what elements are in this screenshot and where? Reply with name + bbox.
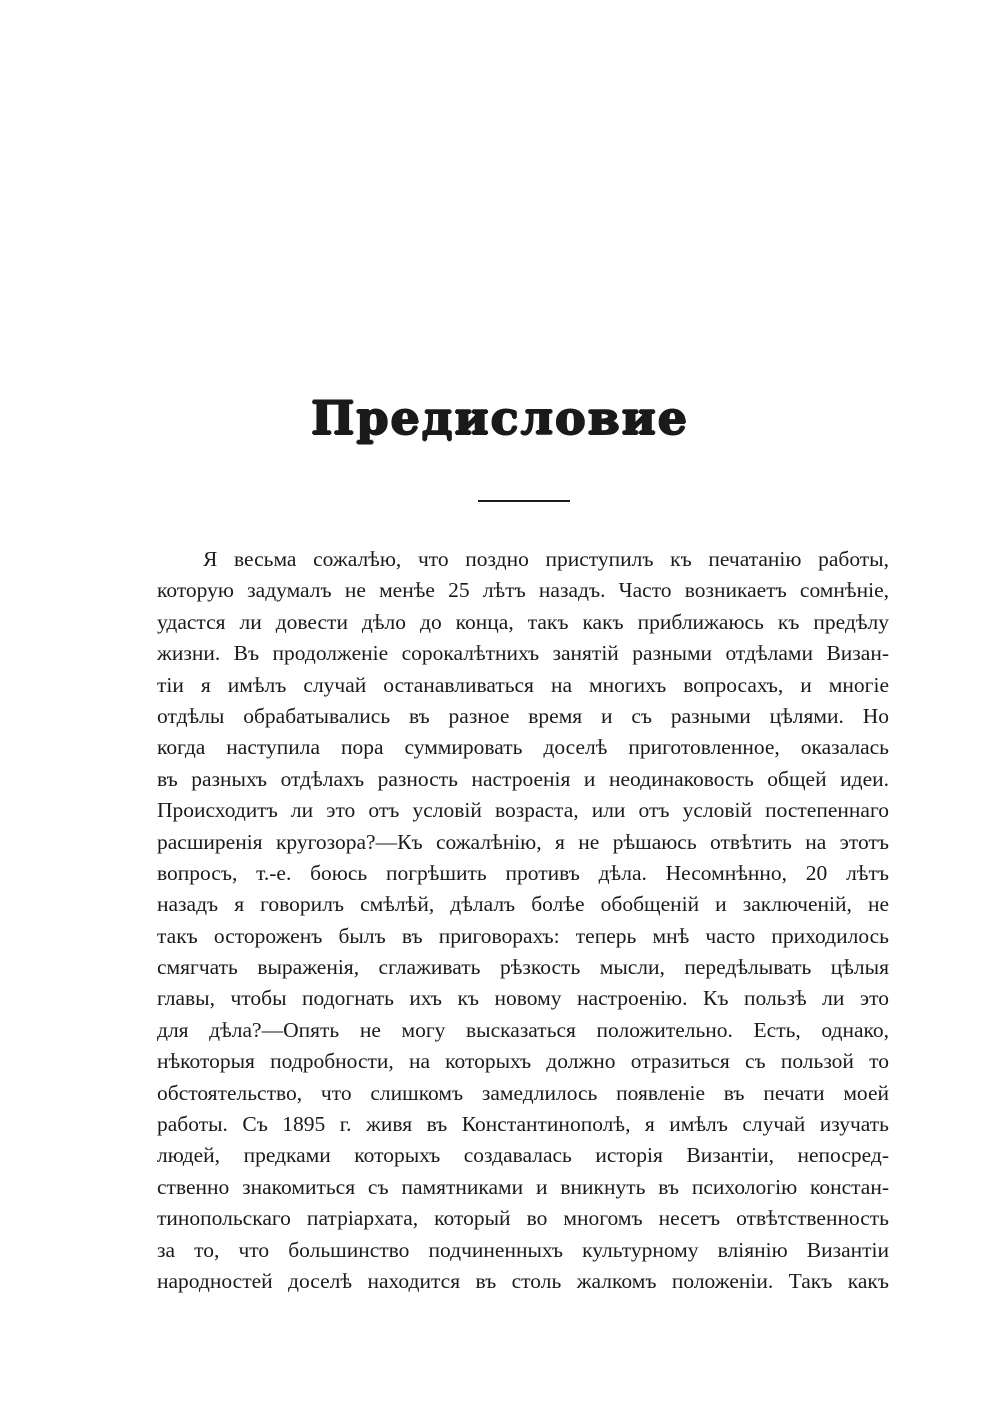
paragraph-line: назадъ я говорилъ смѣлѣй, дѣлалъ болѣе обобщеній и заключеній, не bbox=[157, 892, 889, 917]
paragraph-line: такъ остороженъ былъ въ приговорахъ: теперь мнѣ часто приходилось bbox=[157, 923, 889, 948]
paragraph-line: обстоятельство, что слишкомъ замедлилось появленіе въ печати моей bbox=[157, 1080, 889, 1105]
paragraph-line: людей, предками которыхъ создавалась исторія Византіи, непосред- bbox=[157, 1143, 889, 1168]
paragraph-line: народностей доселѣ находится въ столь жалкомъ положеніи. Такъ какъ bbox=[157, 1268, 889, 1293]
paragraph-line: для дѣла?—Опять не могу высказаться положительно. Есть, однако, bbox=[157, 1017, 889, 1042]
paragraph-line: отдѣлы обрабатывались въ разное время и съ разными цѣлями. Но bbox=[157, 703, 889, 728]
paragraph-line: которую задумалъ не менѣе 25 лѣтъ назадъ. Часто возникаетъ сомнѣніе, bbox=[157, 578, 889, 603]
paragraph-line: удастся ли довести дѣло до конца, такъ какъ приближаюсь къ предѣлу bbox=[157, 609, 889, 634]
paragraph-line: тіи я имѣлъ случай останавливаться на многихъ вопросахъ, и многіе bbox=[157, 672, 889, 697]
chapter-title-text: Предисловие bbox=[305, 388, 695, 448]
paragraph-line: вопросъ, т.-е. боюсь погрѣшить противъ дѣла. Несомнѣнно, 20 лѣтъ bbox=[157, 860, 889, 885]
paragraph-line: Я весьма сожалѣю, что поздно приступилъ къ печатанію работы, bbox=[203, 547, 889, 571]
chapter-title bbox=[0, 388, 1000, 448]
paragraph-line: Происходитъ ли это отъ условій возраста, или отъ условій постепеннаго bbox=[157, 798, 889, 823]
paragraph-line: смягчать выраженія, сглаживать рѣзкость мысли, передѣлывать цѣлыя bbox=[157, 955, 889, 980]
paragraph-line: ственно знакомиться съ памятниками и вникнуть въ психологію констан- bbox=[157, 1174, 889, 1199]
paragraph-line: работы. Съ 1895 г. живя въ Константинополѣ, я имѣлъ случай изучать bbox=[157, 1112, 889, 1137]
paragraph-line: жизни. Въ продолженіе сорокалѣтнихъ занятій разными отдѣлами Визан- bbox=[157, 641, 889, 666]
paragraph-line: главы, чтобы подогнать ихъ къ новому настроенію. Къ пользѣ ли это bbox=[157, 986, 889, 1011]
paragraph-line: въ разныхъ отдѣлахъ разность настроенія и неодинаковость общей идеи. bbox=[157, 766, 889, 791]
paragraph bbox=[157, 544, 889, 1297]
paragraph-line: расширенія кругозора?—Къ сожалѣнію, я не рѣшаюсь отвѣтить на этотъ bbox=[157, 829, 889, 854]
title-divider bbox=[478, 500, 570, 502]
paragraph-line: нѣкоторыя подробности, на которыхъ должно отразиться съ пользой то bbox=[157, 1049, 889, 1074]
paragraph-line: тинопольскаго патріархата, который во многомъ несетъ отвѣтственность bbox=[157, 1206, 889, 1231]
paragraph-line: когда наступила пора суммировать доселѣ приготовленное, оказалась bbox=[157, 735, 889, 760]
paragraph-line: за то, что большинство подчиненныхъ культурному вліянію Византіи bbox=[157, 1237, 889, 1262]
